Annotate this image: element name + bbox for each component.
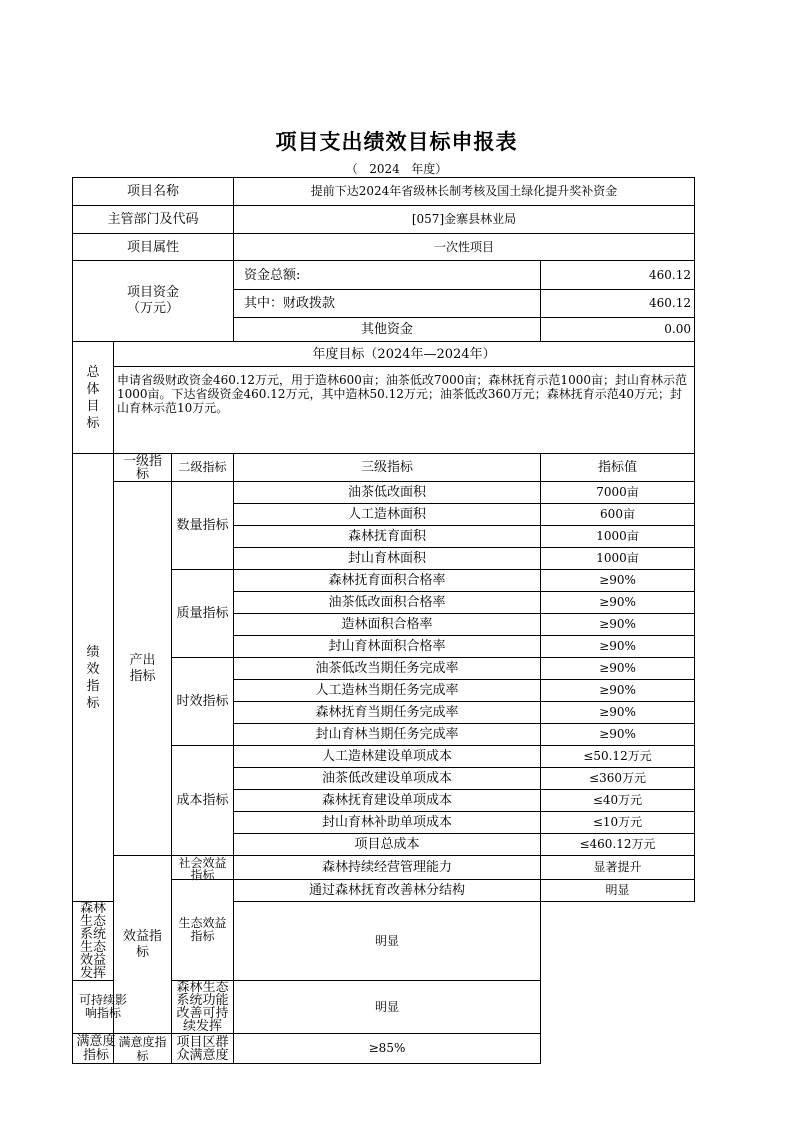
- table-row-value: ≥90%: [541, 702, 695, 724]
- table-row: 油茶低改面积合格率: [234, 592, 541, 614]
- table-row-value: ≤40万元: [541, 790, 695, 812]
- table-row-value: 1000亩: [541, 526, 695, 548]
- table-row: 油茶低改建设单项成本: [234, 768, 541, 790]
- table-row-value: 显著提升: [541, 856, 695, 880]
- table-row: 人工造林面积: [234, 504, 541, 526]
- table-row: 森林抚育面积合格率: [234, 570, 541, 592]
- table-row-value: ≥90%: [541, 592, 695, 614]
- table-row: 项目总成本: [234, 834, 541, 856]
- header-value: 指标值: [541, 454, 695, 482]
- table-row-value: 明显: [541, 880, 695, 902]
- table-row: 人工造林建设单项成本: [234, 746, 541, 768]
- project-fund-label: 项目资金 （万元）: [73, 261, 234, 342]
- table-row-value: 明显: [234, 902, 541, 981]
- table-row: 油茶低改当期任务完成率: [234, 658, 541, 680]
- table-row-value: 600亩: [541, 504, 695, 526]
- table-row-value: ≥85%: [234, 1034, 541, 1064]
- eco-benefit-label: 生态效益指标: [172, 880, 234, 981]
- table-row: 项目区群众满意度: [172, 1034, 234, 1064]
- overall-goal-description: 申请省级财政资金460.12万元，用于造林600亩；油茶低改7000亩；森林抚育示范1000亩；封山育林示范1000亩。下达省级资金460.12万元，其中造林50.12万元；油茶低改360万元；森林抚育示范40万元；封山育林示范10万元。: [114, 367, 695, 454]
- year-goal-header: 年度目标（2024年—2024年）: [114, 342, 695, 367]
- fund-fiscal-value: 460.12: [541, 290, 695, 318]
- table-row-value: ≥90%: [541, 570, 695, 592]
- table-row: 油茶低改面积: [234, 482, 541, 504]
- fund-fiscal-label: 其中：财政拨款: [234, 290, 541, 318]
- table-row: 封山育林面积合格率: [234, 636, 541, 658]
- table-row: 封山育林当期任务完成率: [234, 724, 541, 746]
- table-row-value: ≥90%: [541, 680, 695, 702]
- table-row: 造林面积合格率: [234, 614, 541, 636]
- table-row: 森林生态系统生态效益发挥: [73, 902, 114, 981]
- dept-value: [057]金寨县林业局: [234, 206, 695, 234]
- project-name-value: 提前下达2024年省级林长制考核及国土绿化提升奖补资金: [234, 178, 695, 206]
- dept-label: 主管部门及代码: [73, 206, 234, 234]
- table-row-value: 7000亩: [541, 482, 695, 504]
- table-row: 封山育林补助单项成本: [234, 812, 541, 834]
- social-benefit-label: 社会效益指标: [172, 856, 234, 880]
- table-row: 森林生态系统功能改善可持续发挥: [172, 981, 234, 1034]
- table-row-value: 明显: [234, 981, 541, 1034]
- fund-total-label: 资金总额:: [234, 261, 541, 290]
- header-level3: 三级指标: [234, 454, 541, 482]
- year-line: （ 2024 年度）: [345, 162, 448, 176]
- performance-label-cell: [73, 454, 114, 902]
- quantity-indicator-label: 数量指标: [172, 482, 234, 570]
- satisfaction-indicator-label: 满意度指标: [73, 1034, 114, 1064]
- time-indicator-label: 时效指标: [172, 658, 234, 746]
- benefit-indicator-label: 效益指标: [114, 856, 172, 1034]
- table-row: 森林持续经营管理能力: [234, 856, 541, 880]
- project-name-label: 项目名称: [73, 178, 234, 206]
- table-row: 森林抚育面积: [234, 526, 541, 548]
- performance-label: 绩效指标: [86, 644, 100, 711]
- table-row: 人工造林当期任务完成率: [234, 680, 541, 702]
- output-indicator-label: 产出指标: [114, 482, 172, 856]
- overall-goal-label: 总体目标: [86, 364, 100, 431]
- satisfaction-sub-label: 满意度指标: [114, 1034, 172, 1064]
- sustain-label: 可持续影响指标: [73, 981, 114, 1034]
- table-row-value: 1000亩: [541, 548, 695, 570]
- overall-goal-label-cell: [73, 342, 114, 454]
- table-row-value: ≤50.12万元: [541, 746, 695, 768]
- table-row-value: ≥90%: [541, 614, 695, 636]
- project-attr-label: 项目属性: [73, 234, 234, 261]
- cost-indicator-label: 成本指标: [172, 746, 234, 856]
- table-row: 封山育林面积: [234, 548, 541, 570]
- table-row-value: ≥90%: [541, 724, 695, 746]
- table-row-value: ≤360万元: [541, 768, 695, 790]
- fund-other-label: 其他资金: [234, 318, 541, 342]
- fund-other-value: 0.00: [541, 318, 695, 342]
- performance-form-table: [72, 177, 695, 1064]
- page-title: 项目支出绩效目标申报表: [275, 129, 518, 154]
- header-level1: 一级指标: [114, 454, 172, 482]
- project-attr-value: 一次性项目: [234, 234, 695, 261]
- table-row: 森林抚育当期任务完成率: [234, 702, 541, 724]
- table-row-value: ≥90%: [541, 636, 695, 658]
- table-row: 通过森林抚育改善林分结构: [234, 880, 541, 902]
- table-row-value: ≤10万元: [541, 812, 695, 834]
- fund-total-value: 460.12: [541, 261, 695, 290]
- table-row-value: ≥90%: [541, 658, 695, 680]
- header-level2: 二级指标: [172, 454, 234, 482]
- quality-indicator-label: 质量指标: [172, 570, 234, 658]
- table-row-value: ≤460.12万元: [541, 834, 695, 856]
- table-row: 森林抚育建设单项成本: [234, 790, 541, 812]
